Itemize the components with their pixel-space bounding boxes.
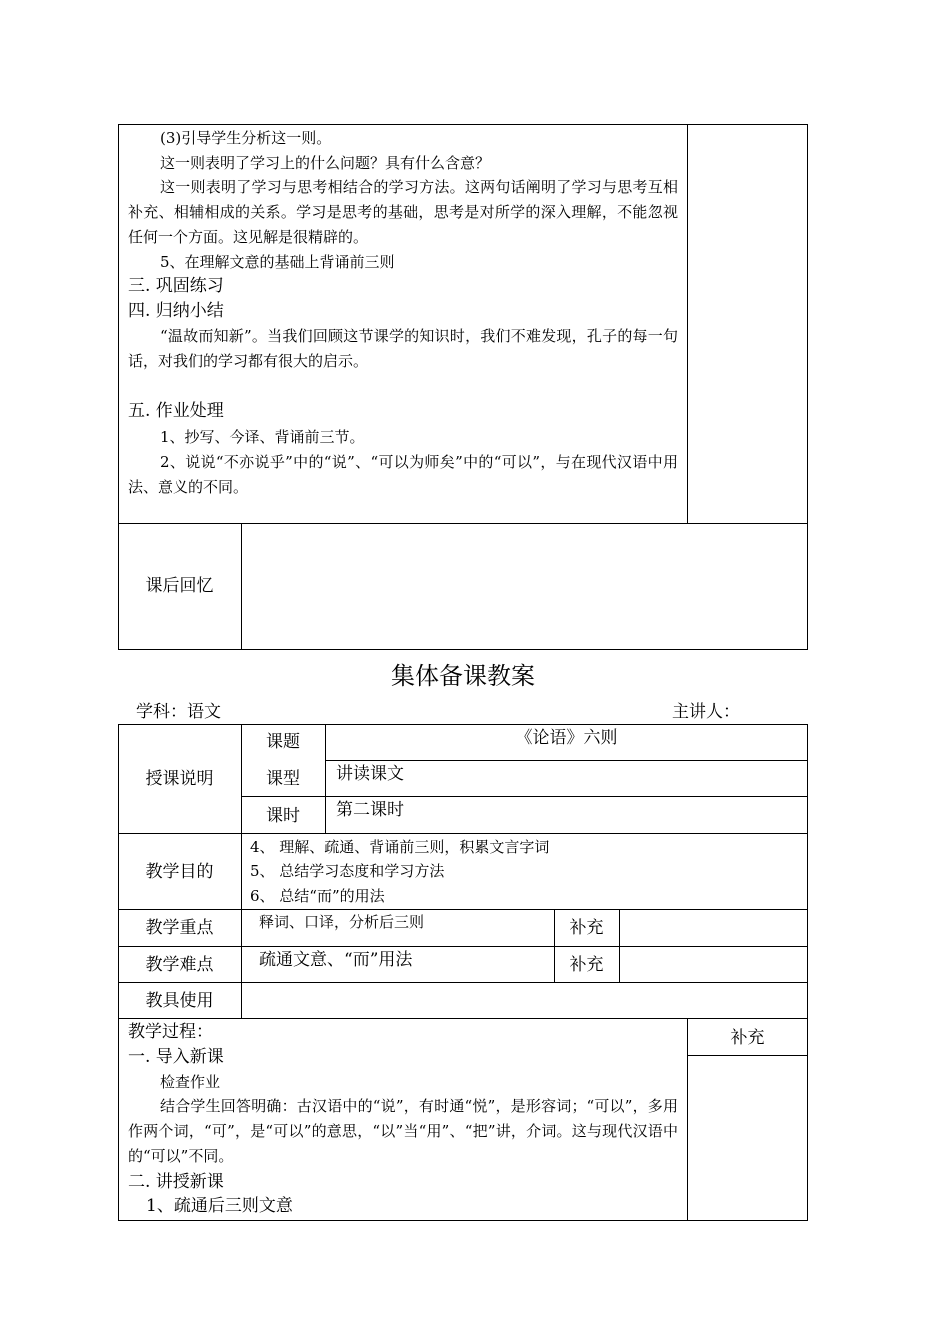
process-section-1: 一. 导入新课 xyxy=(128,1047,224,1067)
row-line xyxy=(687,1055,808,1056)
period-value: 第二课时 xyxy=(336,800,404,820)
tools-label: 教具使用 xyxy=(145,991,214,1011)
key-point-value: 释词、口译，分析后三则 xyxy=(259,913,425,931)
row-line xyxy=(241,796,808,797)
process-section-2: 二. 讲授新课 xyxy=(128,1172,224,1192)
row-line xyxy=(118,982,808,983)
type-value: 讲读课文 xyxy=(336,764,404,784)
homework-item-1: 1、抄写、今译、背诵前三节。 xyxy=(160,428,365,446)
combine-paragraph: 结合学生回答明确：古汉语中的“说”，有时通“悦”，是形容词；“可以”，多用作两个词，“可”，是“可以”的意思，“以”当“用”、“把”讲，介词。这与现代汉语中的“可以”不同。 xyxy=(128,1097,678,1165)
item-1: 1、疏通后三则文意 xyxy=(146,1196,293,1216)
upper-table-row-divider xyxy=(118,523,808,524)
topic-value: 《论语》六则 xyxy=(515,728,618,748)
row-line xyxy=(118,833,808,834)
key-point-label: 教学重点 xyxy=(145,918,214,938)
goal-item: 5、 总结学习态度和学习方法 xyxy=(250,862,445,880)
question-line: 这一则表明了学习上的什么问题？具有什么含意？ xyxy=(160,154,491,172)
section-homework: 五. 作业处理 xyxy=(128,401,224,421)
goal-item: 4、 理解、疏通、背诵前三则，积累文言字词 xyxy=(250,838,550,856)
teaching-desc-label: 授课说明 xyxy=(145,769,214,789)
process-label: 教学过程： xyxy=(128,1022,213,1042)
homework-item-2: 2、说说“不亦说乎”中的“说”、“可以为师矣”中的“可以”，与在现代汉语中用法、意义的不同。 xyxy=(128,453,678,496)
type-label: 课型 xyxy=(266,769,300,789)
goal-label: 教学目的 xyxy=(145,862,214,882)
row-line xyxy=(118,946,808,947)
col-line xyxy=(619,909,620,982)
process-supplement-label: 补充 xyxy=(730,1028,765,1048)
upper-table-supplement-divider xyxy=(687,124,688,524)
explanation-paragraph: 这一则表明了学习与思考相结合的学习方法。这两句话阐明了学习与思考互相补充、相辅相成的关系。学习是思考的基础，思考是对所学的深入理解，不能忽视任何一个方面。这见解是很精辟的。 xyxy=(128,178,678,246)
row-line xyxy=(325,760,808,761)
summary-paragraph: “温故而知新”。当我们回顾这节课学的知识时，我们不难发现，孔子的每一句话，对我们的学习都有很大的启示。 xyxy=(128,327,678,370)
difficulty-supplement-label: 补充 xyxy=(569,955,604,975)
topic-label: 课题 xyxy=(266,732,300,752)
period-label: 课时 xyxy=(266,806,300,826)
speaker-label: 主讲人： xyxy=(672,702,740,722)
key-supplement-label: 补充 xyxy=(569,918,604,938)
subject-label: 学科：语文 xyxy=(136,702,221,722)
difficulty-value: 疏通文意、“而”用法 xyxy=(259,950,413,970)
guide-analysis-line: (3)引导学生分析这一则。 xyxy=(160,129,332,147)
goal-item: 6、 总结“而”的用法 xyxy=(250,887,385,905)
review-label: 课后回忆 xyxy=(145,576,214,596)
col-line xyxy=(687,1018,688,1221)
check-homework: 检查作业 xyxy=(160,1073,221,1091)
review-label-divider xyxy=(241,523,242,650)
section-consolidation: 三. 巩固练习 xyxy=(128,276,224,296)
difficulty-label: 教学难点 xyxy=(145,955,214,975)
row-line xyxy=(118,909,808,910)
recite-line: 5、在理解文意的基础上背诵前三则 xyxy=(160,253,395,271)
row-line xyxy=(118,1018,808,1019)
page-title: 集体备课教案 xyxy=(391,662,535,690)
section-summary: 四. 归纳小结 xyxy=(128,301,224,321)
